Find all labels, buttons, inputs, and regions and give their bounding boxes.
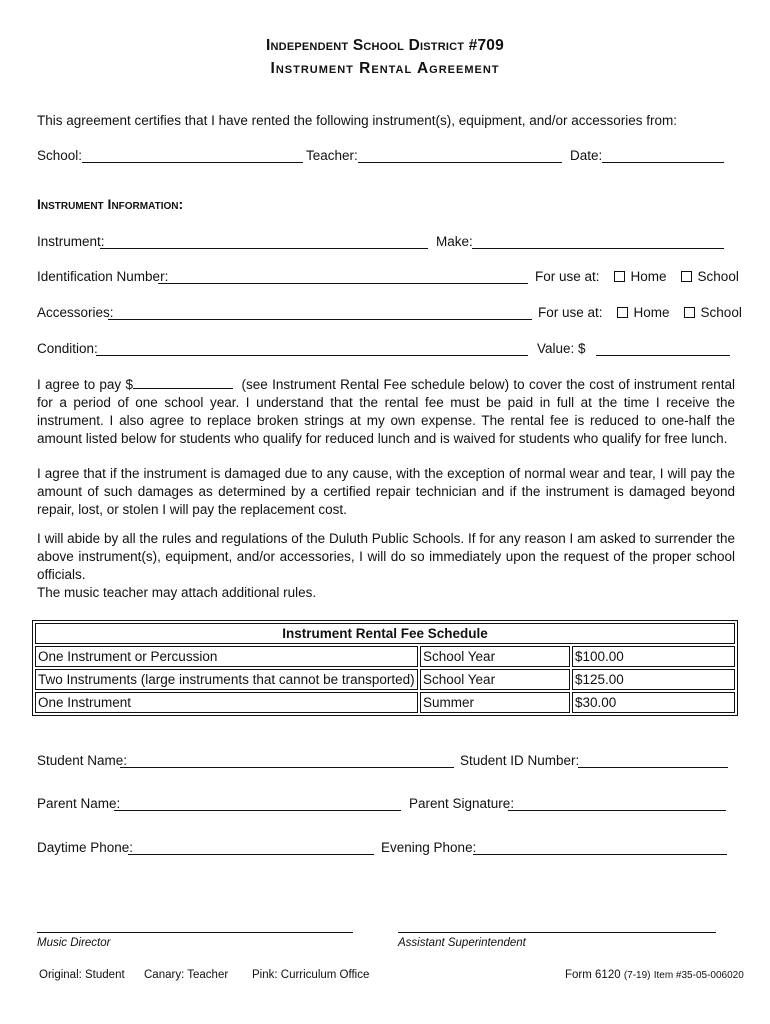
- for-use-row-1: [535, 269, 739, 284]
- instrument-field[interactable]: [100, 236, 428, 249]
- id-number-label: Identification Number:: [37, 269, 169, 284]
- student-id-field[interactable]: [578, 755, 728, 768]
- payment-text-rest: (see Instrument Rental Fee schedule below) to cover the cost of instrument rental for a period of one school year. I understand that the rental fee must be paid in full at the time I receive the instrument. I also agree to replace broken strings at my own expense. The rental fee is reduced to one-half the amount listed below for students who qualify for reduced lunch and is waived for students who qualify for free lunch.: [37, 377, 735, 446]
- accessories-label: Accessories:: [37, 305, 114, 320]
- rules-paragraph: I will abide by all the rules and regulations of the Duluth Public Schools. If for any reason I am asked to surrender the above instrument(s), equipment, and/or accessories, I will do so immediately upon the request of the proper school officials.: [37, 531, 735, 582]
- district-name: Independent School District #709: [266, 37, 504, 54]
- payment-amount-field[interactable]: [133, 378, 233, 389]
- school-option-label: School: [697, 269, 739, 284]
- value-label: Value: $: [537, 341, 586, 356]
- school-checkbox-1[interactable]: [681, 271, 692, 282]
- id-number-field[interactable]: [158, 271, 528, 284]
- student-id-label: Student ID Number:: [460, 753, 580, 768]
- daytime-phone-label: Daytime Phone:: [37, 840, 134, 855]
- for-use-row-2: [538, 305, 742, 320]
- fee-description: One Instrument: [35, 692, 418, 713]
- music-director-signature-line[interactable]: [37, 932, 353, 933]
- for-use-label: For use at:: [535, 269, 600, 284]
- table-row: [35, 692, 735, 713]
- student-name-label: Student Name:: [37, 753, 128, 768]
- teacher-field[interactable]: [358, 150, 562, 163]
- payment-paragraph: [37, 376, 735, 448]
- footer-canary: Canary: Teacher: [144, 969, 229, 981]
- table-row: [35, 669, 735, 690]
- assistant-superintendent-signature-line[interactable]: [398, 932, 716, 933]
- item-number: Item #35-05-006020: [653, 970, 744, 981]
- condition-label: Condition:: [37, 341, 98, 356]
- footer-form-number: [565, 969, 744, 981]
- student-name-field[interactable]: [120, 755, 454, 768]
- evening-phone-label: Evening Phone:: [381, 840, 477, 855]
- home-label: Home: [630, 269, 667, 284]
- date-label: Date:: [570, 148, 603, 163]
- intro-text: This agreement certifies that I have rented the following instrument(s), equipment, and/or accessories from:: [37, 113, 678, 128]
- fee-period: Summer: [420, 692, 570, 713]
- school-checkbox-2[interactable]: [684, 307, 695, 318]
- instrument-label: Instrument:: [37, 234, 105, 249]
- music-director-label: Music Director: [37, 937, 111, 949]
- fee-description: Two Instruments (large instruments that cannot be transported): [35, 669, 418, 690]
- make-field[interactable]: [472, 236, 724, 249]
- form-date: (7-19): [623, 970, 651, 981]
- fee-period: School Year: [420, 669, 570, 690]
- table-row: [35, 646, 735, 667]
- form-title: Instrument Rental Agreement: [270, 60, 500, 77]
- evening-phone-field[interactable]: [473, 842, 727, 855]
- fee-amount: $125.00: [572, 669, 735, 690]
- value-field[interactable]: [596, 343, 730, 356]
- home-label: Home: [633, 305, 670, 320]
- fee-schedule-title: Instrument Rental Fee Schedule: [35, 623, 735, 644]
- teacher-label: Teacher:: [306, 148, 358, 163]
- form-number: Form 6120: [565, 969, 621, 981]
- accessories-field[interactable]: [108, 307, 532, 320]
- footer-original: Original: Student: [39, 969, 125, 981]
- footer-pink: Pink: Curriculum Office: [252, 969, 370, 981]
- parent-signature-field[interactable]: [508, 798, 726, 811]
- section-title: Instrument Information:: [37, 196, 184, 212]
- school-label: School:: [37, 148, 83, 163]
- damage-paragraph: I agree that if the instrument is damaged due to any cause, with the exception of normal wear and tear, I will pay the amount of such damages as determined by a certified repair technician and if the instrument is damaged beyond repair, lost, or stolen I will pay the replacement cost.: [37, 466, 735, 517]
- for-use-label: For use at:: [538, 305, 603, 320]
- fee-amount: $100.00: [572, 646, 735, 667]
- parent-name-label: Parent Name:: [37, 796, 121, 811]
- fee-amount: $30.00: [572, 692, 735, 713]
- date-field[interactable]: [602, 150, 724, 163]
- condition-field[interactable]: [96, 343, 528, 356]
- school-field[interactable]: [82, 150, 303, 163]
- parent-name-field[interactable]: [114, 798, 401, 811]
- home-checkbox-2[interactable]: [617, 307, 628, 318]
- school-option-label: School: [700, 305, 742, 320]
- assistant-superintendent-label: Assistant Superintendent: [398, 937, 526, 949]
- additional-rules-text: The music teacher may attach additional rules.: [37, 585, 317, 600]
- home-checkbox-1[interactable]: [614, 271, 625, 282]
- make-label: Make:: [436, 234, 473, 249]
- fee-schedule-table: [32, 620, 738, 716]
- daytime-phone-field[interactable]: [128, 842, 374, 855]
- table-header-row: [35, 623, 735, 644]
- parent-signature-label: Parent Signature:: [409, 796, 515, 811]
- fee-period: School Year: [420, 646, 570, 667]
- payment-text-start: I agree to pay $: [37, 377, 133, 392]
- fee-description: One Instrument or Percussion: [35, 646, 418, 667]
